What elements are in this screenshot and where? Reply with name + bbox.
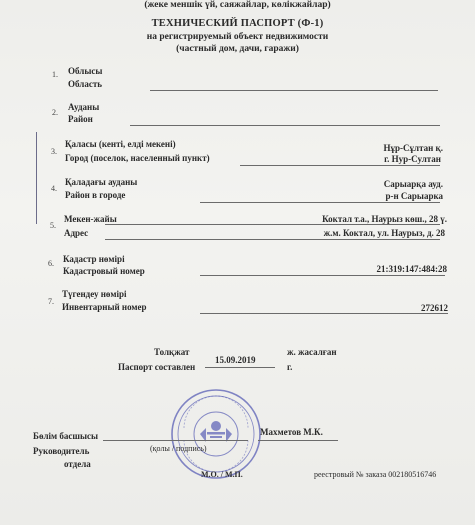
field-4-label-kz: Қаладағы ауданы xyxy=(65,177,138,187)
signature-label-kz: Бөлім басшысы xyxy=(33,431,99,441)
composed-suffix-kz: ж. жасалған xyxy=(287,347,337,357)
field-2-underline xyxy=(130,125,440,126)
document-subtitle-1: на регистрируемый объект недвижимости xyxy=(146,32,329,42)
field-7-label-ru: Инвентарный номер xyxy=(62,302,147,312)
field-2-number: 2. xyxy=(52,108,58,117)
field-5-value-ru: ж.м. Коктал, ул. Наурыз, д. 28 xyxy=(323,228,445,238)
field-5-label-kz: Мекен-жайы xyxy=(64,214,117,224)
field-7-underline xyxy=(200,313,448,314)
field-6-number: 6. xyxy=(48,259,54,268)
field-2-label-ru: Район xyxy=(68,114,93,124)
composed-suffix-ru: г. xyxy=(287,362,293,372)
field-4-value-kz: Сарыарқа ауд. xyxy=(383,179,443,189)
field-2-label-kz: Ауданы xyxy=(68,102,100,112)
composed-label-kz: Толқжат xyxy=(154,347,190,357)
field-1-label-ru: Область xyxy=(68,79,103,89)
field-7-value: 272612 xyxy=(421,303,448,313)
order-number: реестровый № заказа 002180516746 xyxy=(314,470,437,479)
field-3-number: 3. xyxy=(51,147,57,156)
margin-bracket xyxy=(36,132,37,224)
field-4-label-ru: Район в городе xyxy=(65,190,126,200)
composed-date-underline xyxy=(205,367,275,368)
field-1-number: 1. xyxy=(52,70,58,79)
document-subtitle-2: (частный дом, дачи, гаражи) xyxy=(176,44,299,54)
field-3-value-kz: Нұр-Сұлтан қ. xyxy=(383,143,443,153)
header-top-line: (жеке меншік үй, саяжайлар, көлікжайлар) xyxy=(144,0,331,10)
field-5-number: 5. xyxy=(50,221,56,230)
field-3-value-ru: г. Нур-Султан xyxy=(384,154,441,164)
field-5-underline-2 xyxy=(105,239,440,240)
document-title: ТЕХНИЧЕСКИЙ ПАСПОРТ (Ф-1) xyxy=(151,18,324,29)
field-4-underline xyxy=(200,202,440,203)
field-4-value-ru: р-н Сарыарка xyxy=(385,191,443,201)
field-6-label-kz: Кадастр нөмірі xyxy=(63,254,125,264)
field-7-label-kz: Түгендеу нөмірі xyxy=(62,289,127,299)
field-4-number: 4. xyxy=(51,184,57,193)
composed-label-ru: Паспорт составлен xyxy=(118,362,196,372)
field-5-label-ru: Адрес xyxy=(64,228,89,238)
signature-label-ru-2: отдела xyxy=(64,459,91,469)
signature-label-ru-1: Руководитель xyxy=(33,446,90,456)
official-seal-stamp xyxy=(170,388,262,480)
field-6-underline xyxy=(200,275,445,276)
field-5-value-kz: Коктал т.а., Наурыз көш., 28 ү. xyxy=(322,214,447,224)
field-1-label-kz: Облысы xyxy=(68,66,103,76)
field-6-label-ru: Кадастровый номер xyxy=(63,266,145,276)
signature-line xyxy=(103,440,248,441)
field-7-number: 7. xyxy=(48,297,54,306)
field-5-underline-1 xyxy=(105,224,440,225)
signatory-underline xyxy=(258,440,338,441)
field-3-underline xyxy=(240,165,440,166)
signatory-name: Махметов М.К. xyxy=(260,427,323,437)
field-3-label-ru: Город (поселок, населенный пункт) xyxy=(65,153,210,163)
composed-date: 15.09.2019 xyxy=(215,355,256,365)
field-1-underline xyxy=(150,90,438,91)
signature-caption: (қолы / подпись) xyxy=(150,444,207,453)
field-6-value: 21:319:147:484:28 xyxy=(376,264,447,274)
seal-place-label: М.О. / М.П. xyxy=(201,470,243,479)
field-3-label-kz: Қаласы (кенті, елді мекені) xyxy=(65,139,176,149)
